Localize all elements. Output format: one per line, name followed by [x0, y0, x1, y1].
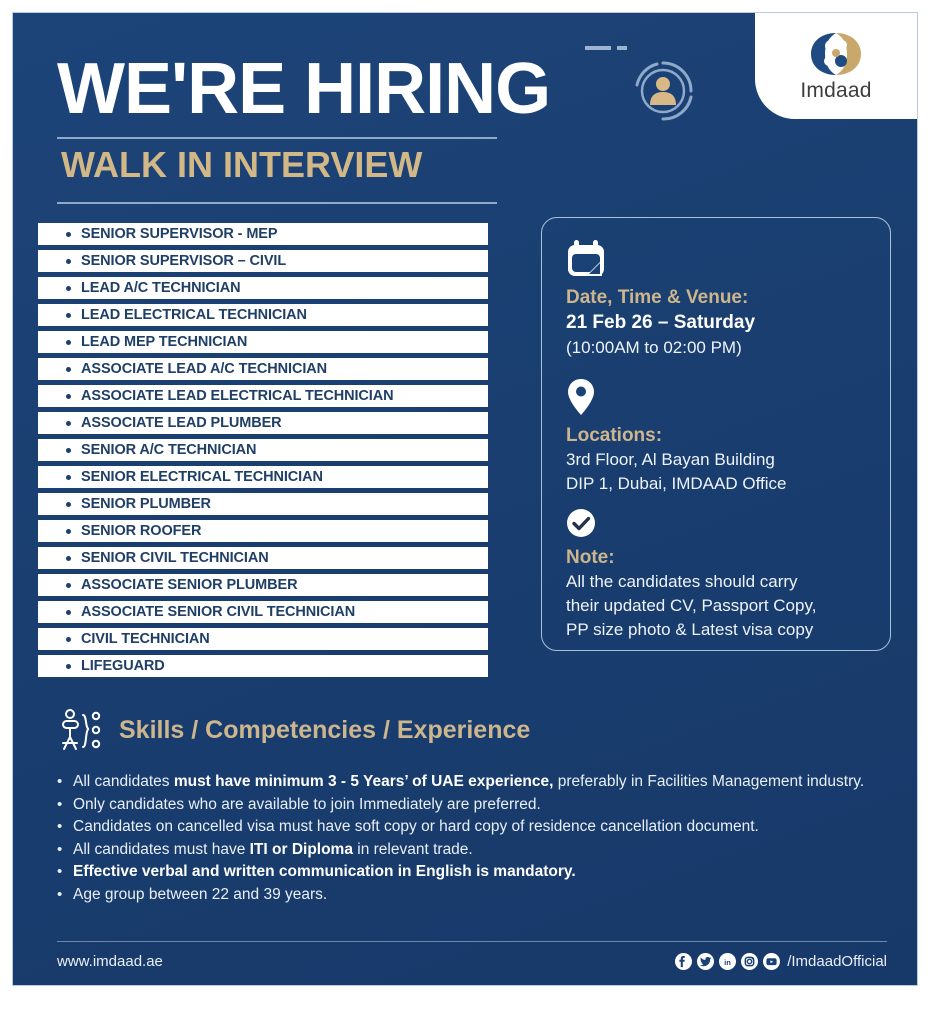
- job-list-item: [38, 331, 488, 353]
- date-heading: Date, Time & Venue:: [566, 287, 749, 308]
- bullet-icon: [66, 394, 71, 399]
- bullet-icon: [66, 556, 71, 561]
- job-title: SENIOR A/C TECHNICIAN: [81, 442, 257, 458]
- skills-list: [57, 771, 887, 905]
- website-link[interactable]: www.imdaad.ae: [57, 953, 163, 970]
- job-title: SENIOR ROOFER: [81, 523, 202, 539]
- check-circle-icon: [566, 508, 596, 538]
- bullet-icon: •: [57, 863, 63, 880]
- skill-list-item: [57, 839, 887, 861]
- job-title: LEAD A/C TECHNICIAN: [81, 280, 241, 296]
- calendar-icon: [566, 240, 606, 278]
- job-list-item: [38, 601, 488, 623]
- bullet-icon: •: [57, 773, 63, 790]
- job-title: ASSOCIATE LEAD A/C TECHNICIAN: [81, 361, 328, 377]
- brand-name: Imdaad: [800, 78, 872, 102]
- bullet-icon: [66, 367, 71, 372]
- skill-list-item: [57, 861, 887, 883]
- job-title: ASSOCIATE SENIOR CIVIL TECHNICIAN: [81, 604, 356, 620]
- imdaad-logo-icon: [805, 30, 867, 78]
- job-list-item: [38, 412, 488, 434]
- page-title: WE'RE HIRING: [57, 49, 551, 129]
- job-title: ASSOCIATE LEAD PLUMBER: [81, 415, 282, 431]
- job-title: CIVIL TECHNICIAN: [81, 631, 210, 647]
- location-heading: Locations:: [566, 425, 663, 446]
- note-heading: Note:: [566, 547, 615, 568]
- footer-divider: [57, 941, 887, 942]
- event-info-card: [541, 217, 891, 651]
- job-title: SENIOR SUPERVISOR - MEP: [81, 226, 278, 242]
- skills-person-icon: [57, 707, 103, 753]
- job-title: SENIOR PLUMBER: [81, 496, 211, 512]
- twitter-icon[interactable]: [697, 953, 714, 970]
- bullet-icon: [66, 475, 71, 480]
- job-list: [38, 223, 488, 682]
- job-title: ASSOCIATE SENIOR PLUMBER: [81, 577, 298, 593]
- bullet-icon: [66, 448, 71, 453]
- job-list-item: [38, 493, 488, 515]
- job-title: SENIOR CIVIL TECHNICIAN: [81, 550, 269, 566]
- job-title: SENIOR ELECTRICAL TECHNICIAN: [81, 469, 323, 485]
- bullet-icon: [66, 340, 71, 345]
- social-handle: /ImdaadOfficial: [787, 953, 887, 970]
- date-value: 21 Feb 26 – Saturday: [566, 312, 756, 333]
- brand-logo-area: [755, 13, 917, 119]
- skills-title: Skills / Competencies / Experience: [119, 715, 531, 744]
- note-line-3: PP size photo & Latest visa copy: [566, 620, 814, 639]
- map-pin-icon: [566, 378, 596, 416]
- instagram-icon[interactable]: [741, 953, 758, 970]
- job-list-item: [38, 304, 488, 326]
- skill-list-item: [57, 794, 887, 816]
- job-title: SENIOR SUPERVISOR – CIVIL: [81, 253, 287, 269]
- job-list-item: [38, 520, 488, 542]
- note-line-1: All the candidates should carry: [566, 572, 798, 591]
- skill-text: Only candidates who are available to join Immediately are preferred.: [73, 795, 541, 813]
- bullet-icon: •: [57, 840, 63, 858]
- job-list-item: [38, 439, 488, 461]
- facebook-icon[interactable]: [675, 953, 692, 970]
- youtube-icon[interactable]: [763, 953, 780, 970]
- job-list-item: [38, 655, 488, 677]
- bullet-icon: •: [57, 795, 63, 813]
- job-list-item: [38, 223, 488, 245]
- svg-text:in: in: [724, 957, 732, 967]
- poster-header: [57, 41, 757, 204]
- poster-panel: [12, 12, 918, 986]
- job-list-item: [38, 358, 488, 380]
- job-list-item: [38, 574, 488, 596]
- job-list-item: [38, 547, 488, 569]
- job-title: ASSOCIATE LEAD ELECTRICAL TECHNICIAN: [81, 388, 394, 404]
- skills-section: [57, 707, 887, 906]
- bullet-icon: [66, 313, 71, 318]
- bullet-icon: [66, 610, 71, 615]
- job-list-item: [38, 277, 488, 299]
- bullet-icon: [66, 664, 71, 669]
- bullet-icon: •: [57, 818, 63, 835]
- job-title: LEAD MEP TECHNICIAN: [81, 334, 248, 350]
- job-list-item: [38, 466, 488, 488]
- bullet-icon: [66, 259, 71, 264]
- skill-list-item: [57, 771, 887, 793]
- skill-text: Effective verbal and written communication in English is mandatory.: [73, 863, 576, 880]
- location-line-2: DIP 1, Dubai, IMDAAD Office: [566, 474, 787, 493]
- bullet-icon: [66, 502, 71, 507]
- bullet-icon: •: [57, 885, 63, 903]
- social-icons: [675, 953, 780, 970]
- skill-text: All candidates must have minimum 3 - 5 Years’ of UAE experience, preferably in Facilities Management industry.: [73, 773, 865, 790]
- poster-footer: [57, 953, 887, 970]
- job-title: LIFEGUARD: [81, 658, 165, 674]
- job-list-item: [38, 250, 488, 272]
- bullet-icon: [66, 421, 71, 426]
- person-badge-icon: [629, 57, 697, 125]
- job-title: LEAD ELECTRICAL TECHNICIAN: [81, 307, 307, 323]
- linkedin-icon[interactable]: [719, 953, 736, 970]
- job-list-item: [38, 628, 488, 650]
- skill-list-item: [57, 816, 887, 838]
- hiring-title-row: [57, 41, 757, 129]
- note-line-2: their updated CV, Passport Copy,: [566, 596, 817, 615]
- skill-text: All candidates must have ITI or Diploma in relevant trade.: [73, 840, 473, 858]
- title-divider-bottom: [57, 202, 497, 204]
- job-list-item: [38, 385, 488, 407]
- bullet-icon: [66, 529, 71, 534]
- skills-header: [57, 707, 887, 753]
- date-time: (10:00AM to 02:00 PM): [566, 338, 742, 357]
- bullet-icon: [66, 286, 71, 291]
- page-subtitle: WALK IN INTERVIEW: [61, 144, 423, 185]
- bullet-icon: [66, 637, 71, 642]
- skill-text: Candidates on cancelled visa must have soft copy or hard copy of residence cancellation document.: [73, 818, 759, 835]
- bullet-icon: [66, 232, 71, 237]
- skill-text: Age group between 22 and 39 years.: [73, 885, 328, 903]
- location-line-1: 3rd Floor, Al Bayan Building: [566, 450, 775, 469]
- bullet-icon: [66, 583, 71, 588]
- dash-marks-icon: [585, 39, 637, 45]
- skill-list-item: [57, 884, 887, 906]
